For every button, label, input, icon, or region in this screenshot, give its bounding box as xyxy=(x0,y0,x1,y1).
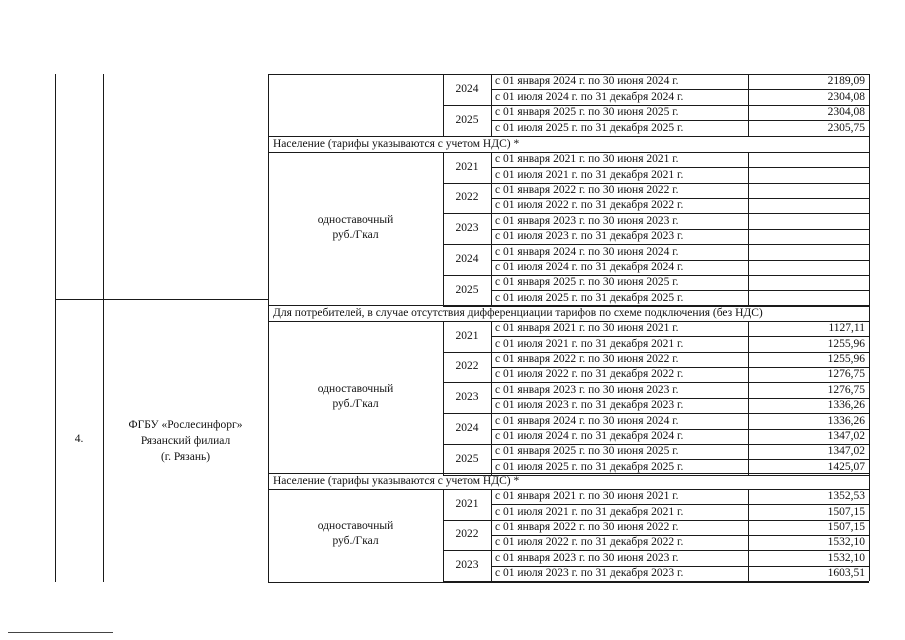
period-cell: с 01 января 2021 г. по 30 июня 2021 г. xyxy=(495,322,679,335)
column-border xyxy=(748,489,749,581)
year-cell: 2023 xyxy=(455,222,479,235)
period-cell: с 01 января 2023 г. по 30 июня 2023 г. xyxy=(495,383,679,396)
column-border xyxy=(869,305,870,475)
year-cell: 2021 xyxy=(455,160,479,173)
period-cell: с 01 января 2024 г. по 30 июня 2024 г. xyxy=(495,245,679,258)
row-border xyxy=(55,299,268,300)
period-cell: с 01 июля 2025 г. по 31 декабря 2025 г. xyxy=(495,291,684,304)
period-cell: с 01 января 2025 г. по 30 июня 2025 г. xyxy=(495,276,679,289)
column-border xyxy=(869,473,870,581)
period-cell: с 01 июля 2023 г. по 31 декабря 2023 г. xyxy=(495,567,684,580)
organization-name-line-2: Рязанский филиал xyxy=(140,435,231,447)
column-border xyxy=(491,489,492,581)
tariff-value-cell: 1336,26 xyxy=(827,414,865,427)
tariff-value-cell: 1255,96 xyxy=(827,352,865,365)
period-cell: с 01 июля 2024 г. по 31 декабря 2024 г. xyxy=(495,429,684,442)
period-cell: с 01 января 2024 г. по 30 июня 2024 г. xyxy=(495,75,679,88)
column-border xyxy=(491,152,492,306)
period-cell: с 01 июля 2021 г. по 31 декабря 2021 г. xyxy=(495,168,684,181)
period-cell: с 01 января 2022 г. по 30 июня 2022 г. xyxy=(495,352,679,365)
column-border xyxy=(748,74,749,136)
year-cell: 2021 xyxy=(455,329,479,342)
tariff-value-cell: 1276,75 xyxy=(827,383,865,396)
tariff-value-cell: 1255,96 xyxy=(827,337,865,350)
column-border xyxy=(748,321,749,475)
section-header: Население (тарифы указываются с учетом НДС) * xyxy=(273,474,520,487)
tariff-value-cell: 1336,26 xyxy=(827,399,865,412)
column-border xyxy=(103,74,104,582)
tariff-value-cell: 1352,53 xyxy=(827,490,865,503)
year-cell: 2024 xyxy=(455,252,479,265)
organization-name-line-1: ФГБУ «Рослесинфорг» xyxy=(128,419,243,431)
period-cell: с 01 июля 2025 г. по 31 декабря 2025 г. xyxy=(495,460,684,473)
period-cell: с 01 января 2024 г. по 30 июня 2024 г. xyxy=(495,414,679,427)
row-border xyxy=(268,582,869,583)
tariff-value-cell: 1507,15 xyxy=(827,505,865,518)
column-border xyxy=(443,489,444,581)
year-cell: 2025 xyxy=(455,283,479,296)
tariff-value-cell: 2189,09 xyxy=(827,75,865,88)
period-cell: с 01 июля 2022 г. по 31 декабря 2022 г. xyxy=(495,536,684,549)
year-cell: 2025 xyxy=(455,113,479,126)
column-border xyxy=(491,321,492,475)
column-border xyxy=(268,74,269,582)
tariff-value-cell: 1603,51 xyxy=(827,567,865,580)
year-cell: 2022 xyxy=(455,528,479,541)
tariff-type-label: одноставочный xyxy=(317,213,394,226)
tariff-value-cell: 1425,07 xyxy=(827,460,865,473)
period-cell: с 01 января 2025 г. по 30 июня 2025 г. xyxy=(495,106,679,119)
year-cell: 2023 xyxy=(455,391,479,404)
tariff-unit-label: руб./Гкал xyxy=(332,397,379,410)
section-header: Для потребителей, в случае отсутствия дифференциации тарифов по схеме подключения (без НДС) xyxy=(273,306,763,319)
tariff-value-cell: 1347,02 xyxy=(827,445,865,458)
period-cell: с 01 января 2022 г. по 30 июня 2022 г. xyxy=(495,520,679,533)
tariff-value-cell: 2305,75 xyxy=(827,121,865,134)
period-cell: с 01 января 2021 г. по 30 июня 2021 г. xyxy=(495,153,679,166)
year-cell: 2022 xyxy=(455,360,479,373)
column-border xyxy=(55,74,56,582)
period-cell: с 01 января 2022 г. по 30 июня 2022 г. xyxy=(495,183,679,196)
period-cell: с 01 января 2021 г. по 30 июня 2021 г. xyxy=(495,490,679,503)
column-border xyxy=(748,152,749,306)
tariff-value-cell: 2304,08 xyxy=(827,90,865,103)
period-cell: с 01 июля 2021 г. по 31 декабря 2021 г. xyxy=(495,337,684,350)
tariff-value-cell: 1532,10 xyxy=(827,536,865,549)
column-border xyxy=(869,74,870,136)
tariff-value-cell: 1127,11 xyxy=(828,322,865,335)
column-border xyxy=(443,152,444,306)
period-cell: с 01 июля 2025 г. по 31 декабря 2025 г. xyxy=(495,121,684,134)
section-header: Население (тарифы указываются с учетом НДС) * xyxy=(273,137,520,150)
tariff-unit-label: руб./Гкал xyxy=(332,228,379,241)
organization-name-line-3: (г. Рязань) xyxy=(160,451,211,463)
row-number: 4. xyxy=(74,433,84,445)
year-cell: 2021 xyxy=(455,497,479,510)
tariff-value-cell: 1507,15 xyxy=(827,520,865,533)
column-border xyxy=(443,321,444,475)
period-cell: с 01 июля 2023 г. по 31 декабря 2023 г. xyxy=(495,399,684,412)
year-cell: 2024 xyxy=(455,421,479,434)
column-border xyxy=(491,74,492,136)
year-cell: 2024 xyxy=(455,82,479,95)
period-cell: с 01 июля 2022 г. по 31 декабря 2022 г. xyxy=(495,199,684,212)
tariff-unit-label: руб./Гкал xyxy=(332,535,379,547)
period-cell: с 01 июля 2021 г. по 31 декабря 2021 г. xyxy=(495,505,684,518)
year-cell: 2025 xyxy=(455,452,479,465)
period-cell: с 01 июля 2022 г. по 31 декабря 2022 г. xyxy=(495,368,684,381)
tariff-value-cell: 2304,08 xyxy=(827,106,865,119)
period-cell: с 01 июля 2024 г. по 31 декабря 2024 г. xyxy=(495,260,684,273)
tariff-value-cell: 1347,02 xyxy=(827,429,865,442)
period-cell: с 01 января 2023 г. по 30 июня 2023 г. xyxy=(495,551,679,564)
page-footer-line xyxy=(8,632,113,633)
tariff-type-label: одноставочный xyxy=(317,520,394,532)
column-border xyxy=(443,74,444,136)
period-cell: с 01 июля 2023 г. по 31 декабря 2023 г. xyxy=(495,230,684,243)
tariff-type-label: одноставочный xyxy=(317,382,394,395)
tariff-value-cell: 1532,10 xyxy=(827,551,865,564)
tariff-value-cell: 1276,75 xyxy=(827,368,865,381)
year-cell: 2022 xyxy=(455,191,479,204)
period-cell: с 01 января 2023 г. по 30 июня 2023 г. xyxy=(495,214,679,227)
period-cell: с 01 января 2025 г. по 30 июня 2025 г. xyxy=(495,445,679,458)
period-cell: с 01 июля 2024 г. по 31 декабря 2024 г. xyxy=(495,90,684,103)
year-cell: 2023 xyxy=(455,559,479,572)
column-border xyxy=(869,136,870,306)
